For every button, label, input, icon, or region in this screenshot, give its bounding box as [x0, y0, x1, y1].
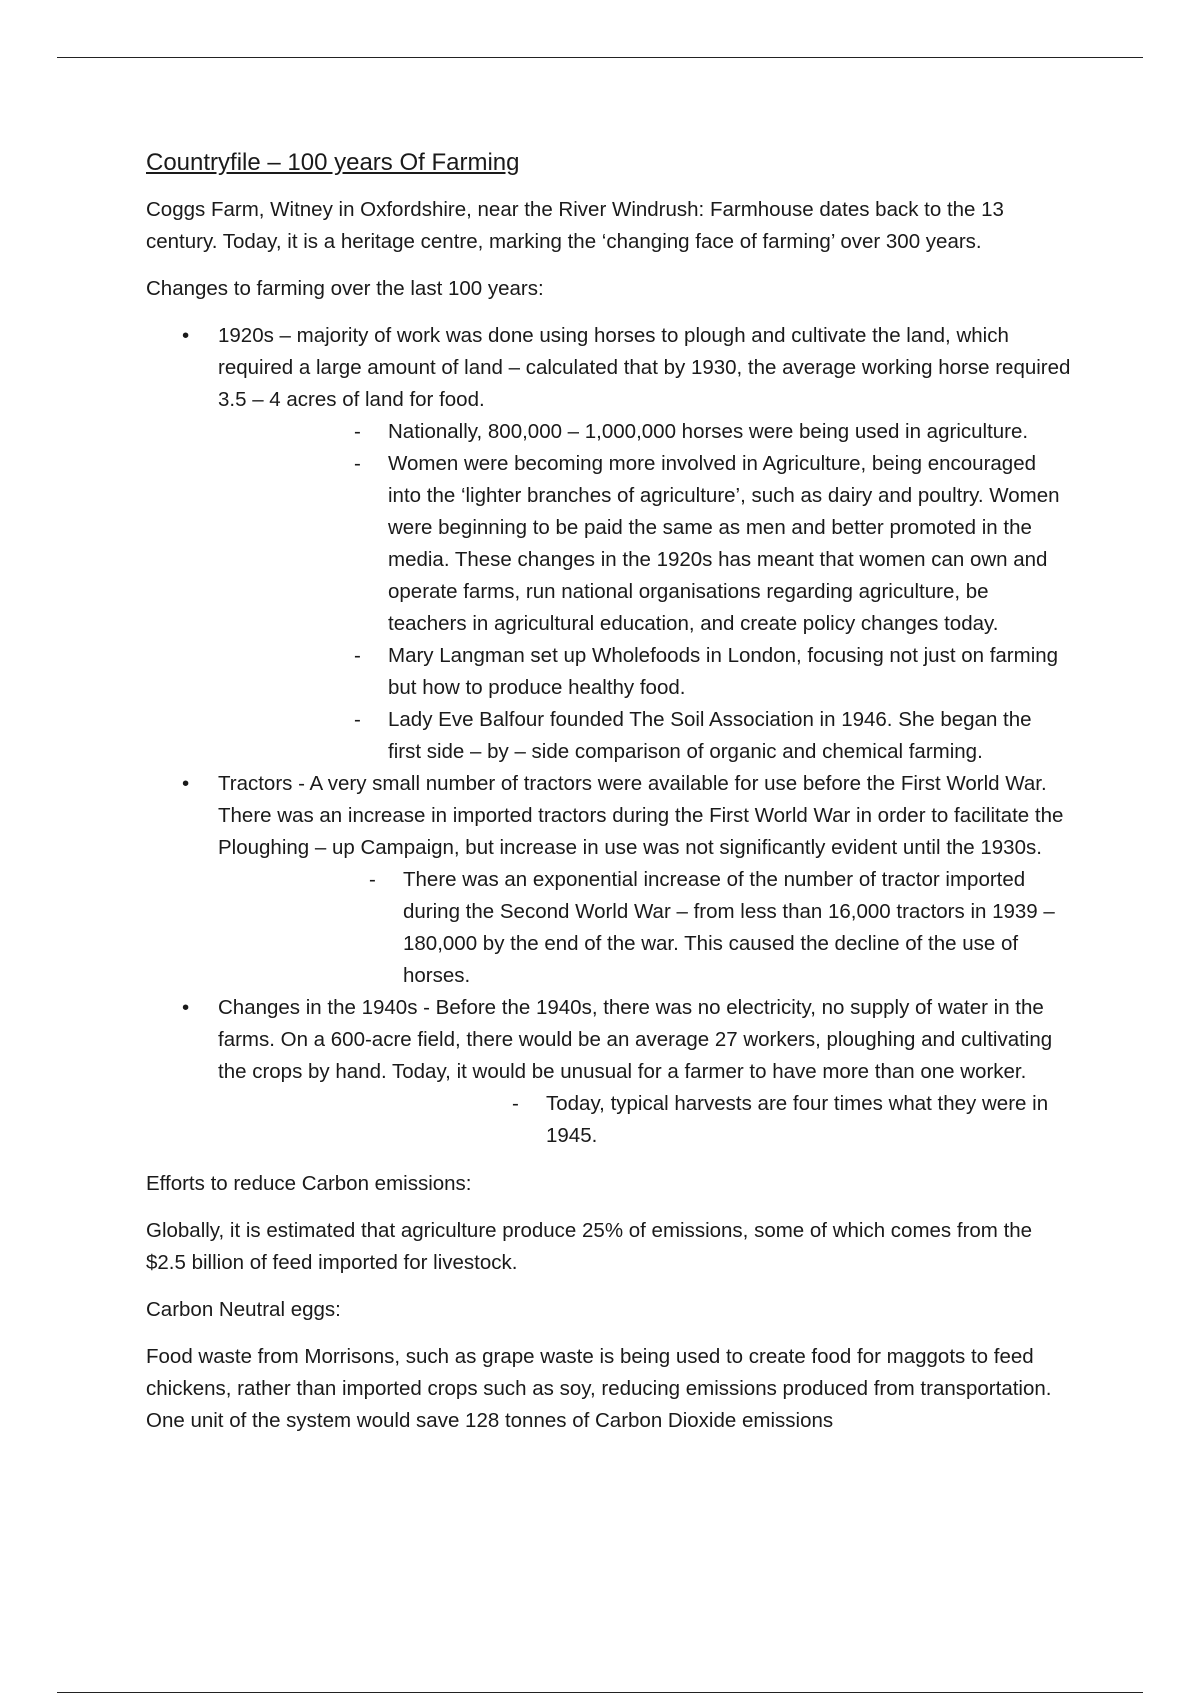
bullet-icon: • [182, 324, 190, 347]
changes-list [146, 320, 1076, 1152]
document-title: Countryfile – 100 years Of Farming [146, 149, 520, 176]
bullet-icon: • [182, 996, 190, 1019]
bullet-text: Tractors - A very small number of tractors were available for use before the First World War. There was an increase in imported tractors during the First World War in order to facilitate the Ploughing – up Campaign, but increase in use was not significantly evident until the 1930s. [218, 772, 1064, 859]
bullet-icon: • [182, 772, 190, 795]
sub-list-1940s [218, 1088, 1076, 1152]
sub-item-text: Today, typical harvests are four times what they were in 1945. [546, 1092, 1049, 1147]
changes-heading: Changes to farming over the last 100 years: [146, 277, 544, 300]
eggs-paragraph: Food waste from Morrisons, such as grape waste is being used to create food for maggots to feed chickens, rather than imported crops such as soy, reducing emissions produced from transportation. One unit of the system would save 128 tonnes of Carbon Dioxide emissions [146, 1345, 1052, 1432]
sub-item [354, 448, 1076, 640]
bullet-text: 1920s – majority of work was done using horses to plough and cultivate the land, which required a large amount of land – calculated that by 1930, the average working horse required 3.5 – 4 acres of land for food. [218, 324, 1071, 411]
bullet-text: Changes in the 1940s - Before the 1940s, there was no electricity, no supply of water in the farms. On a 600-acre field, there would be an average 27 workers, ploughing and cultivating the crops by hand. Today, it would be unusual for a farmer to have more than one worker. [218, 996, 1053, 1083]
sub-item-text: Lady Eve Balfour founded The Soil Association in 1946. She began the first side – by – side comparison of organic and chemical farming. [388, 708, 1032, 763]
carbon-paragraph: Globally, it is estimated that agriculture produce 25% of emissions, some of which comes from the $2.5 billion of feed imported for livestock. [146, 1219, 1033, 1274]
sub-item-text: Women were becoming more involved in Agriculture, being encouraged into the ‘lighter branches of agriculture’, such as dairy and poultry. Women were beginning to be paid the same as men and better promoted in the media. These changes in the 1920s has meant that women can own and operate farms, run national organisations regarding agriculture, be teachers in agricultural education, and create policy changes today. [388, 452, 1060, 635]
sub-list-1920s [218, 416, 1076, 768]
sub-item [369, 864, 1076, 992]
eggs-heading: Carbon Neutral eggs: [146, 1298, 341, 1321]
list-item-tractors [146, 768, 1076, 992]
dash-icon: - [369, 868, 376, 891]
sub-list-tractors [218, 864, 1076, 992]
dash-icon: - [354, 708, 361, 731]
footer-rule [57, 1692, 1143, 1693]
sub-item [354, 704, 1076, 768]
dash-icon: - [354, 420, 361, 443]
header-rule [57, 57, 1143, 58]
sub-item [354, 640, 1076, 704]
sub-item-text: Mary Langman set up Wholefoods in London, focusing not just on farming but how to produce healthy food. [388, 644, 1059, 699]
sub-item [354, 416, 1076, 448]
dash-icon: - [512, 1092, 519, 1115]
list-item-1920s [146, 320, 1076, 768]
dash-icon: - [354, 452, 361, 475]
sub-item [512, 1088, 1076, 1152]
sub-item-text: There was an exponential increase of the number of tractor imported during the Second World War – from less than 16,000 tractors in 1939 – 180,000 by the end of the war. This caused the decline of the use of horses. [403, 868, 1055, 987]
dash-icon: - [354, 644, 361, 667]
carbon-heading: Efforts to reduce Carbon emissions: [146, 1172, 472, 1195]
sub-item-text: Nationally, 800,000 – 1,000,000 horses were being used in agriculture. [388, 420, 1029, 443]
intro-paragraph: Coggs Farm, Witney in Oxfordshire, near the River Windrush: Farmhouse dates back to the 13 century. Today, it is a heritage centre, marking the ‘changing face of farming’ over 300 years. [146, 198, 1004, 253]
document-body [146, 146, 1076, 1452]
list-item-1940s [146, 992, 1076, 1152]
